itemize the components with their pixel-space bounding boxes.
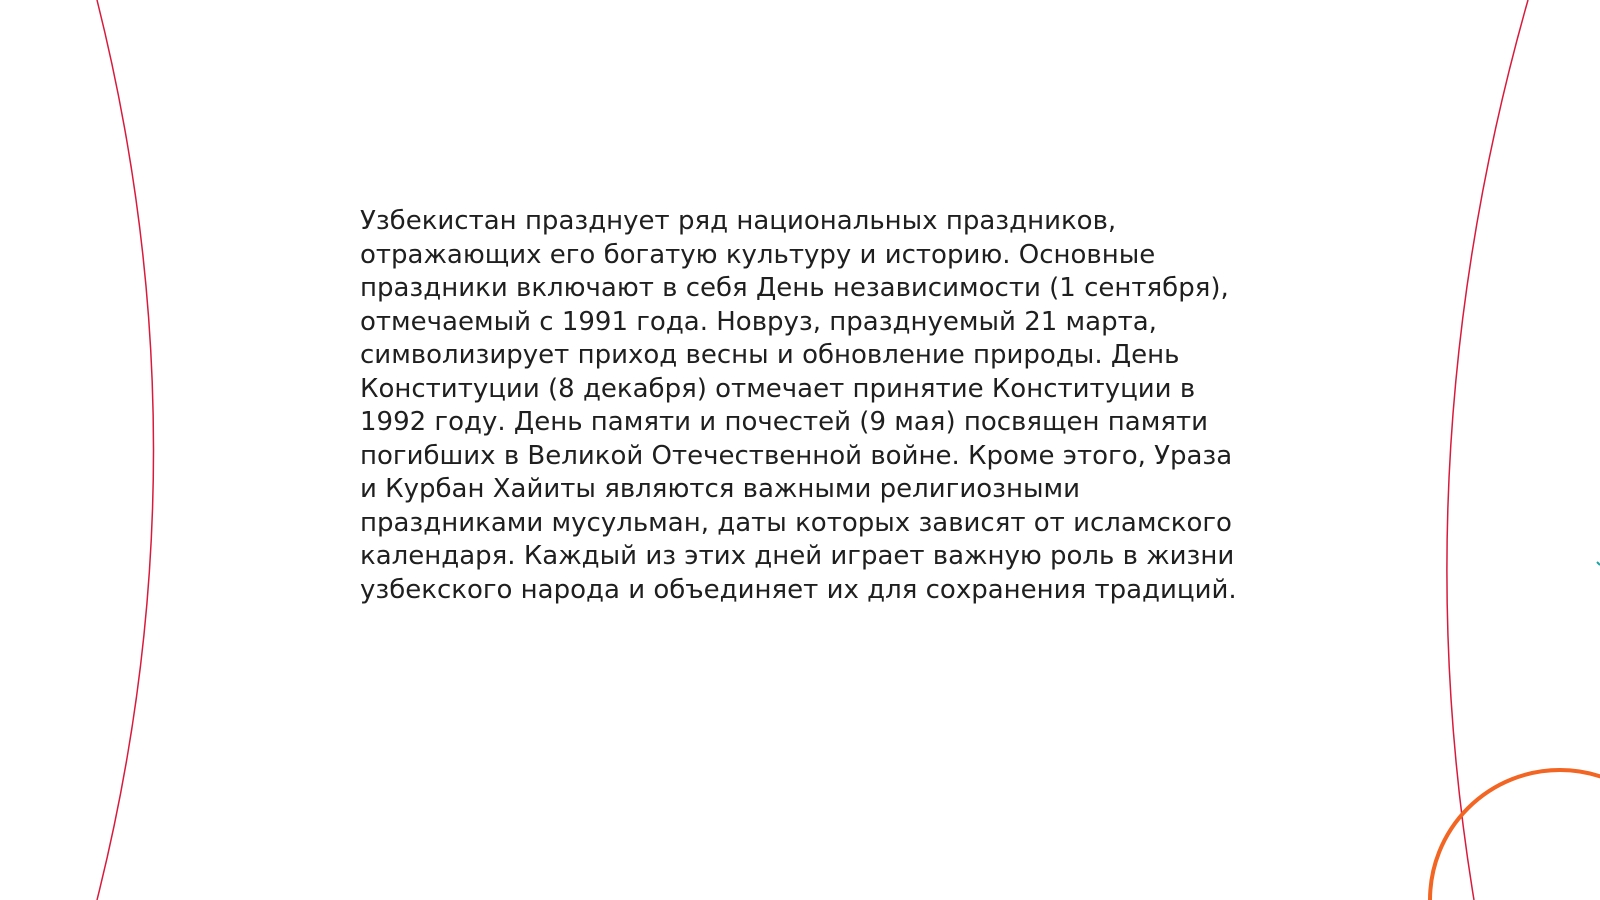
paragraph-line: праздники включают в себя День независимости (1 сентября), xyxy=(360,273,1229,303)
paragraph-line: отражающих его богатую культуру и историю. Основные xyxy=(360,239,1156,270)
paragraph-line: погибших в Великой Отечественной войне. Кроме этого, Ураза xyxy=(360,440,1233,471)
paragraph-line: 1992 году. День памяти и почестей (9 мая) посвящен памяти xyxy=(360,407,1208,437)
paragraph-line: Конституции (8 декабря) отмечает принятие Конституции в xyxy=(360,373,1196,404)
paragraph-line: календаря. Каждый из этих дней играет важную роль в жизни xyxy=(360,541,1235,571)
paragraph-line: отмечаемый с 1991 года. Новруз, празднуемый 21 марта, xyxy=(360,306,1157,337)
paragraph-line: Узбекистан празднует ряд национальных праздников, xyxy=(360,206,1117,236)
paragraph-line: и Курбан Хайиты являются важными религиозными xyxy=(360,474,1081,504)
paragraph-line: узбекского народа и объединяет их для сохранения традиций. xyxy=(360,574,1237,605)
right-curve-line xyxy=(1447,0,1528,900)
left-curve-line xyxy=(97,0,154,900)
body-paragraph xyxy=(360,205,1240,607)
paragraph-line: символизирует приход весны и обновление природы. День xyxy=(360,340,1180,370)
paragraph-line: праздниками мусульман, даты которых зависят от исламского xyxy=(360,507,1232,538)
orange-circle-outline xyxy=(1430,770,1600,900)
